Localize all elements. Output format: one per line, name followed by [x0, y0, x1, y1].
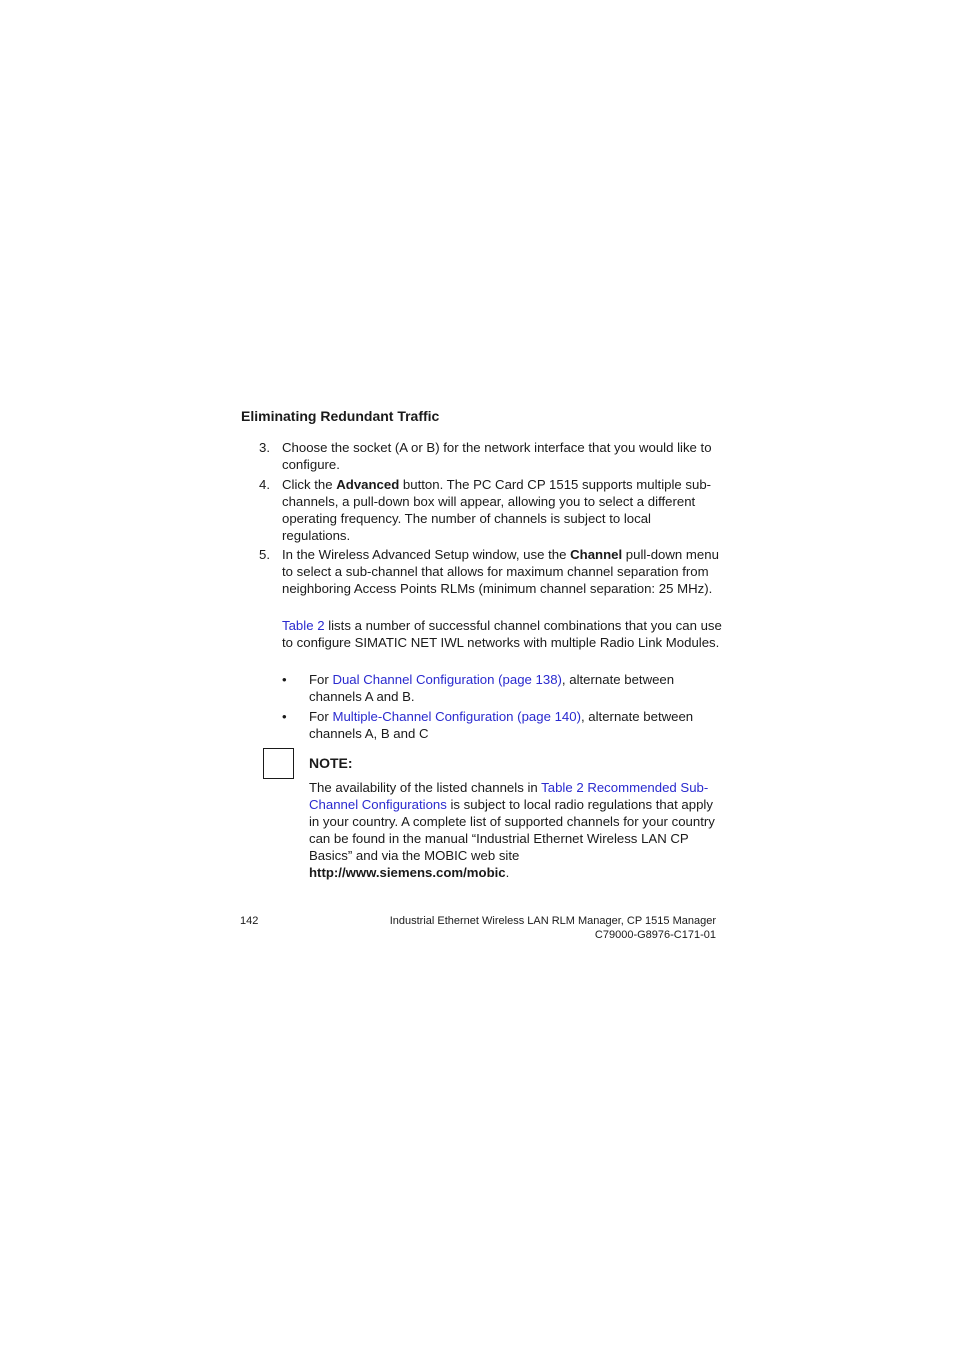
bullet-text-part: For — [309, 709, 333, 724]
step-text-part: Click the — [282, 477, 337, 492]
bullet-text-part: For — [309, 672, 333, 687]
table-2-link[interactable]: Table 2 — [282, 618, 325, 633]
bullet-text — [309, 671, 721, 705]
step-text — [282, 546, 722, 597]
table-reference-paragraph — [282, 617, 722, 651]
step-text-part: button. The PC Card CP 1515 supports multiple sub-channels, a pull-down box will appear, allowing you to select a different operating frequency. The number of channels is subject to local regulations. — [282, 477, 712, 543]
section-heading: Eliminating Redundant Traffic — [241, 408, 440, 424]
step-number: 3. — [259, 440, 270, 455]
step-text — [282, 476, 722, 544]
bullet-symbol: • — [282, 709, 287, 724]
step-number: 5. — [259, 547, 270, 562]
table-2-recommended-link[interactable]: Table 2 Recommended Sub-Channel Configurations — [309, 780, 709, 812]
footer-title: Industrial Ethernet Wireless LAN RLM Manager, CP 1515 Manager — [389, 915, 716, 927]
page-number: 142 — [240, 915, 259, 927]
multiple-channel-link[interactable]: Multiple-Channel Configuration (page 140) — [332, 709, 581, 724]
note-text-part: . — [505, 865, 510, 880]
dual-channel-link[interactable]: Dual Channel Configuration (page 138) — [332, 672, 562, 687]
mobic-url: http://www.siemens.com/mobic — [309, 865, 506, 880]
bullet-text-part: , alternate between channels A and B. — [309, 672, 675, 704]
advanced-button-name: Advanced — [336, 477, 400, 492]
note-text-part: The availability of the listed channels in — [309, 780, 542, 795]
footer-document-code: C79000-G8976-C171-01 — [594, 929, 716, 941]
step-text-part: pull-down menu to select a sub-channel that allows for maximum channel separation from neighboring Access Points RLMs (minimum channel separation: 25 MHz). — [282, 547, 719, 596]
bullet-text — [309, 708, 721, 742]
step-text: Choose the socket (A or B) for the network interface that you would like to configure. — [282, 440, 712, 472]
note-body — [309, 779, 721, 881]
step-number: 4. — [259, 477, 270, 492]
note-icon — [263, 748, 294, 779]
paragraph-text: lists a number of successful channel combinations that you can use to configure SIMATIC NET IWL networks with multiple Radio Link Modules. — [282, 618, 722, 650]
step-text-part: In the Wireless Advanced Setup window, use the — [282, 547, 571, 562]
channel-menu-name: Channel — [570, 547, 623, 562]
note-text-part: is subject to local radio regulations that apply in your country. A complete list of supported channels for your country can be found in the manual “Industrial Ethernet Wireless LAN CP Basics” and via the MOBIC web site — [309, 797, 715, 863]
bullet-symbol: • — [282, 672, 287, 687]
bullet-text-part: , alternate between channels A, B and C — [309, 709, 694, 741]
note-title: NOTE: — [309, 755, 353, 771]
